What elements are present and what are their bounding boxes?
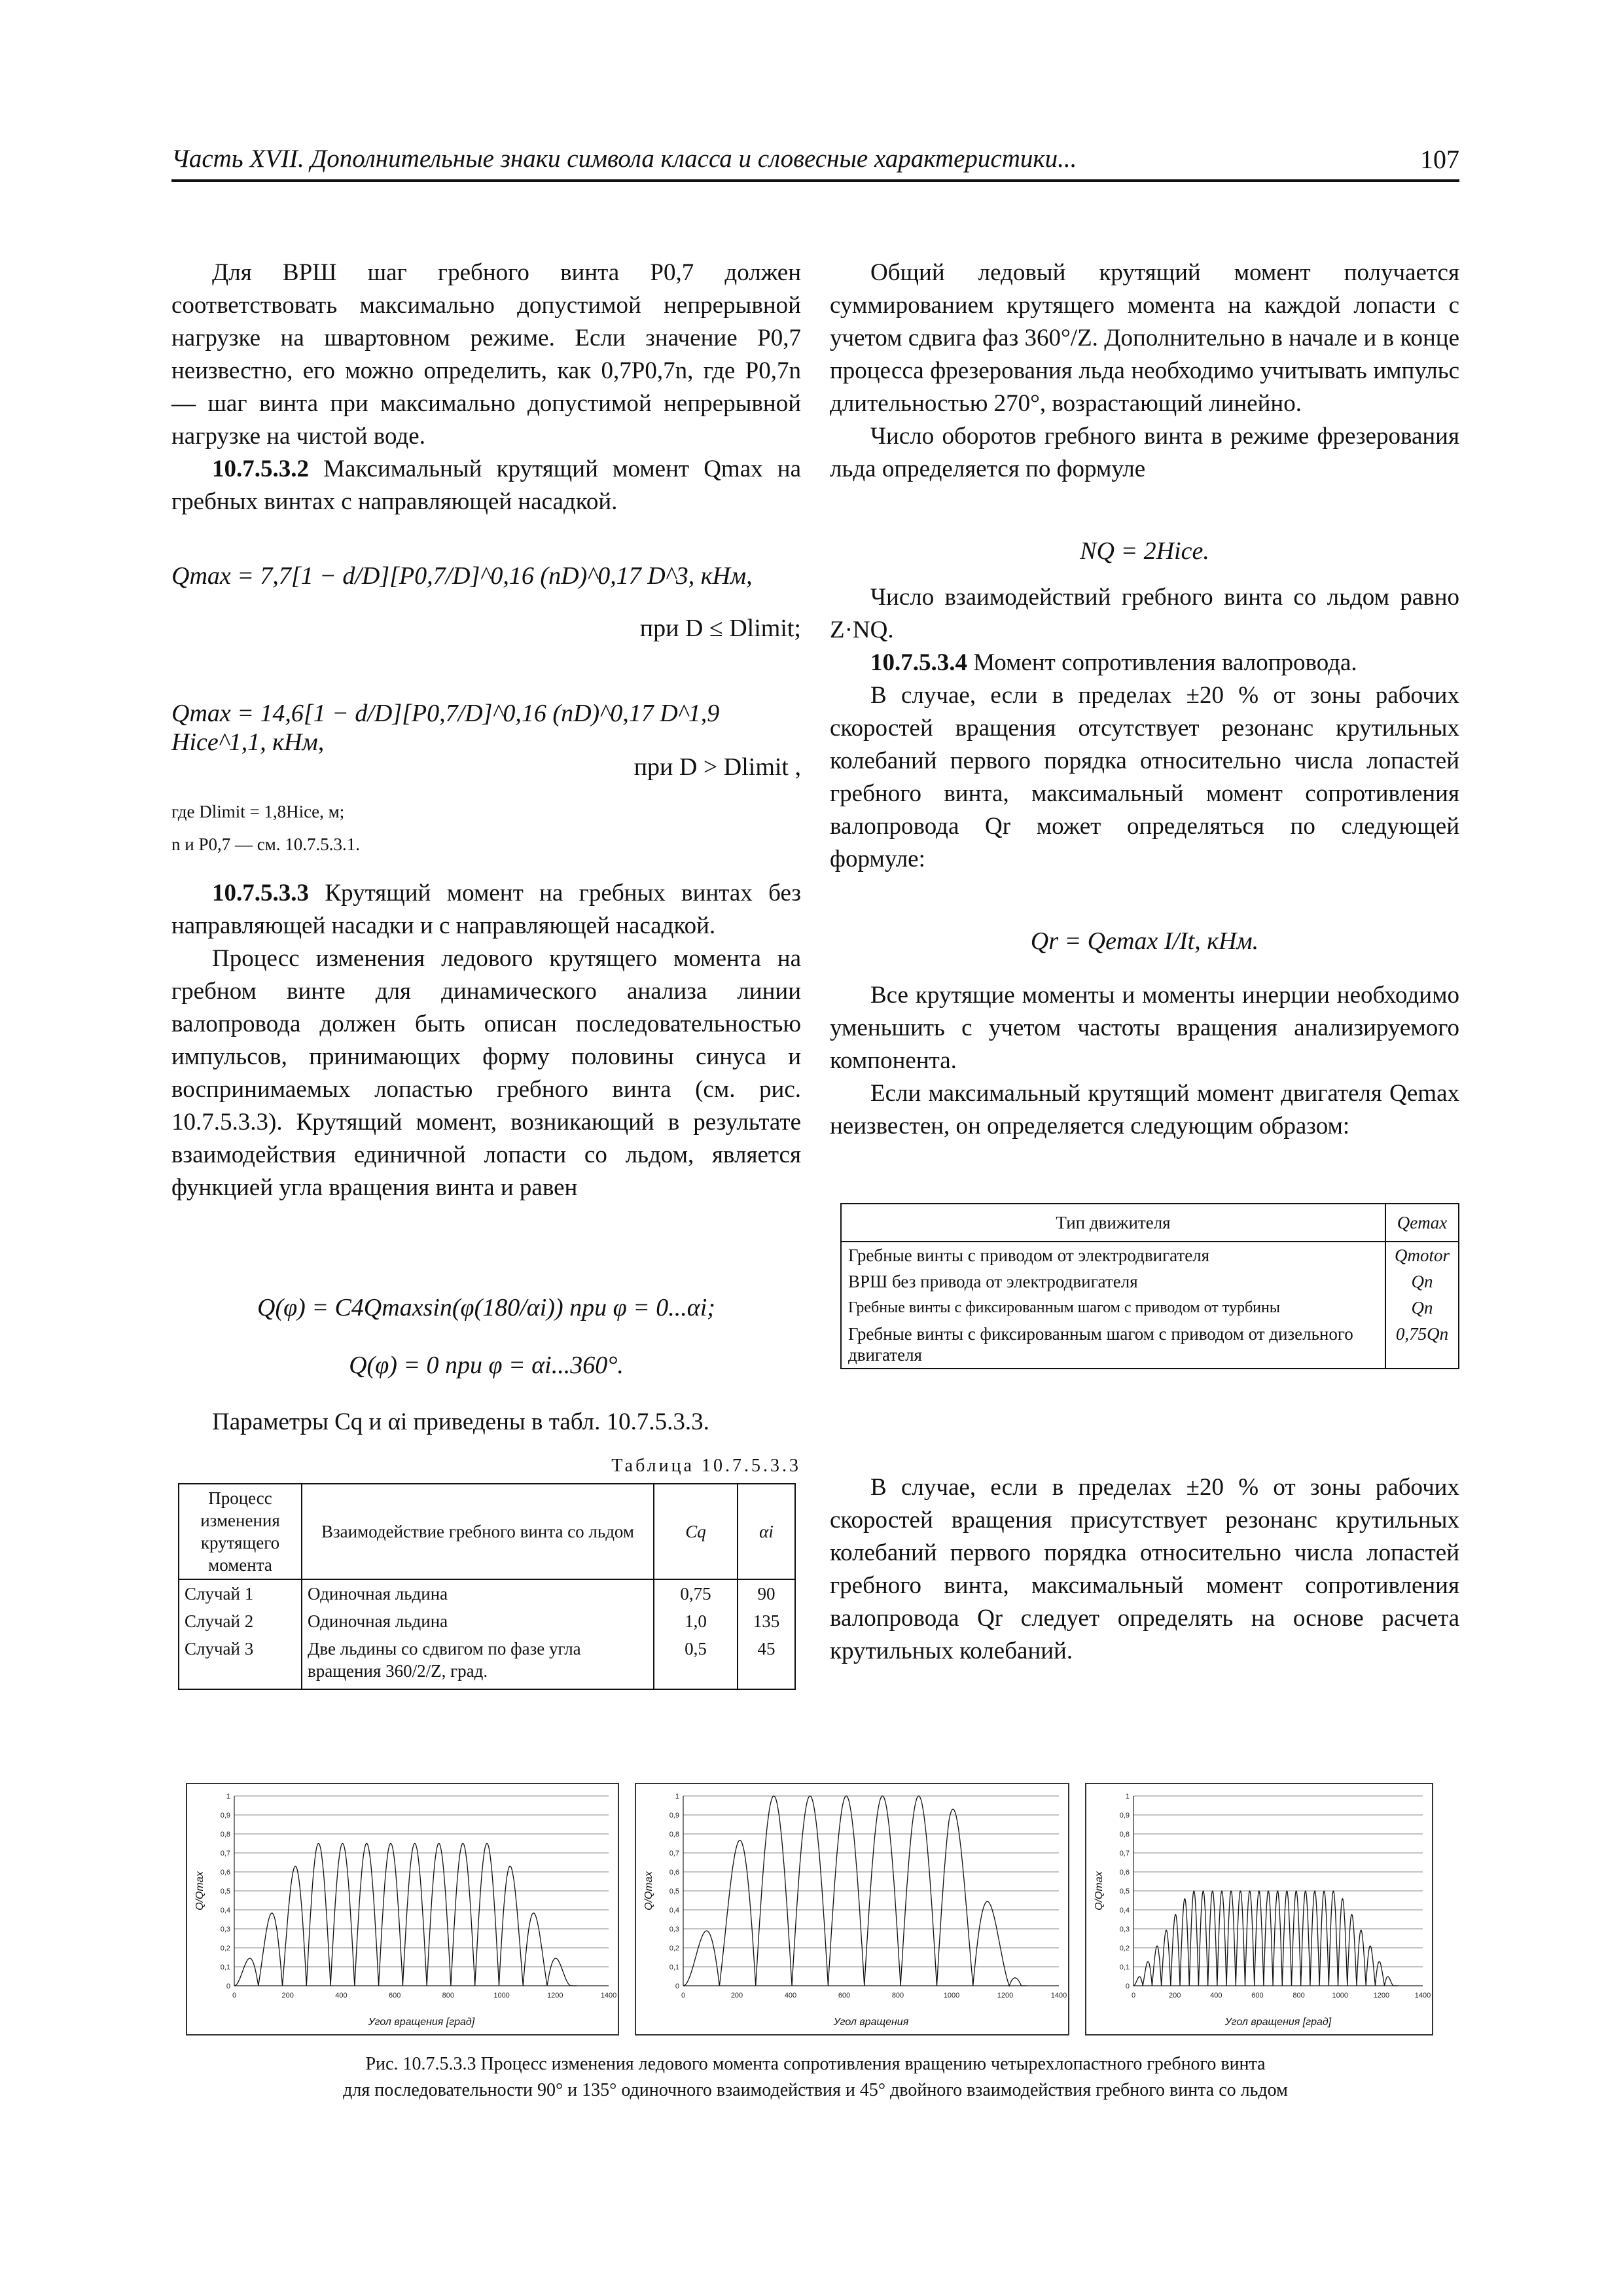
formula-q-phi-2: Q(φ) = 0 при φ = αi...360°.	[349, 1352, 624, 1379]
table-cell: Случай 2	[179, 1607, 302, 1635]
table-engine-torque	[840, 1203, 1459, 1369]
y-tick-label: 1	[226, 1793, 230, 1801]
page-header	[171, 143, 1459, 182]
page-number: 107	[1420, 145, 1459, 174]
table-cell: Случай 1	[179, 1579, 302, 1607]
x-tick-label: 0	[681, 1992, 686, 2000]
x-tick-label: 800	[891, 1992, 904, 2000]
y-tick-label: 0,3	[220, 1926, 230, 1933]
table-row	[841, 1268, 1459, 1295]
paragraph-resonance: В случае, если в пределах ±20 % от зоны рабочих скоростей вращения присутствует резонанс крутильных колебаний первого порядка относительно числа лопастей гребного винта, максимальный момент сопротивления валопровода Qr следует определять на основе расчета крутильных колебаний.	[830, 1474, 1459, 1664]
chart-svg	[187, 1784, 618, 2034]
formula-where-1: где Dlimit = 1,8Hice, м;	[171, 802, 345, 821]
table-caption: Таблица 10.7.5.3.3	[611, 1456, 801, 1476]
table-header-cell: Взаимодействие гребного винта со льдом	[302, 1484, 654, 1579]
paragraph: Для ВРШ шаг гребного винта P0,7 должен соответствовать максимально допустимой непрерывной нагрузке на швартовном режиме. Если значение P0,7 неизвестно, его можно определить, как 0,7P0,7n, где P0,7n — шаг винта при максимально допустимой непрерывной нагрузке на чистой воде.	[171, 259, 801, 450]
formula-where-2: n и P0,7 — см. 10.7.5.3.1.	[171, 834, 361, 854]
section-10-7-5-3-3	[171, 877, 801, 942]
x-tick-label: 1400	[1050, 1992, 1067, 2000]
table-header-cell: Тип движителя	[841, 1204, 1385, 1242]
x-tick-label: 0	[1131, 1992, 1136, 2000]
y-tick-label: 0,3	[669, 1926, 679, 1933]
series-line	[234, 1844, 577, 1986]
table-cell: 0,5	[654, 1635, 738, 1689]
x-tick-label: 600	[388, 1992, 401, 2000]
right-column	[830, 257, 1459, 486]
table-row	[841, 1321, 1459, 1369]
paragraph: Процесс изменения ледового крутящего момента на гребном винте для динамического анализа линии валопровода должен быть описан последовательностью импульсов, принимающих форму половины синуса и воспринимаемых лопастью гребного винта (см. рис. 10.7.5.3.3). Крутящий момент, возникающий в результате взаимодействия единичной лопасти со льдом, является функцией угла вращения винта и равен	[171, 945, 801, 1201]
running-title: Часть XVII. Дополнительные знаки символа класса и словесные характеристики...	[171, 145, 1077, 173]
y-tick-label: 0,5	[669, 1888, 679, 1895]
chart-svg	[636, 1784, 1068, 2034]
table-header-row	[841, 1204, 1459, 1242]
y-tick-label: 0,1	[669, 1964, 679, 1971]
x-tick-label: 200	[1168, 1992, 1181, 2000]
section-text: Момент сопротивления валопровода.	[967, 649, 1357, 676]
paragraph: Если максимальный крутящий момент двигателя Qemax неизвестен, он определяется следующим образом:	[830, 1080, 1459, 1139]
y-tick-label: 0,1	[220, 1964, 230, 1971]
x-tick-label: 600	[838, 1992, 851, 2000]
table-10-7-5-3-3	[178, 1483, 796, 1690]
y-tick-label: 1	[675, 1793, 679, 1801]
y-tick-label: 0,5	[220, 1888, 230, 1895]
x-tick-label: 800	[1293, 1992, 1305, 2000]
y-axis-label: Q/Qmax	[194, 1871, 205, 1910]
table-header-row	[179, 1484, 795, 1579]
x-axis-label: Угол вращения [град]	[1224, 2017, 1332, 2028]
x-tick-label: 1200	[997, 1992, 1014, 2000]
paragraph: Все крутящие моменты и моменты инерции необходимо уменьшить с учетом частоты вращения анализируемого компонента.	[830, 982, 1459, 1074]
y-tick-label: 0,3	[1119, 1926, 1130, 1933]
x-tick-label: 200	[281, 1992, 294, 2000]
right-column-lower	[830, 979, 1459, 1143]
table-cell: 0,75Qn	[1385, 1321, 1459, 1369]
table-cell: 90	[738, 1579, 795, 1607]
formula-condition-2: при D > Dlimit ,	[633, 753, 801, 781]
formula-qr: Qr = Qemax I/It, кНм.	[1030, 927, 1259, 955]
section-number: 10.7.5.3.4	[870, 649, 967, 676]
y-tick-label: 0,9	[1119, 1812, 1130, 1820]
y-tick-label: 0,8	[669, 1831, 679, 1839]
paragraph: В случае, если в пределах ±20 % от зоны рабочих скоростей вращения отсутствует резонанс крутильных колебаний первого порядка относительно числа лопастей гребного винта, максимальный момент сопротивления валопровода Qr может определяться по следующей формуле:	[830, 682, 1459, 872]
figure-caption-line: Рис. 10.7.5.3.3 Процесс изменения ледового момента сопротивления вращению четырехлопастного гребного винта	[365, 2054, 1266, 2074]
table-cell: 1,0	[654, 1607, 738, 1635]
x-tick-label: 400	[1210, 1992, 1222, 2000]
x-tick-label: 600	[1251, 1992, 1264, 2000]
y-tick-label: 0,9	[220, 1812, 230, 1820]
table-cell: Случай 3	[179, 1635, 302, 1689]
table-row	[841, 1242, 1459, 1268]
formula-qmax-2: Qmax = 14,6[1 − d/D][P0,7/D]^0,16 (nD)^0,17 D^1,9 Hice^1,1, кНм,	[171, 700, 720, 756]
y-tick-label: 0,2	[220, 1945, 230, 1952]
y-tick-label: 0,6	[220, 1869, 230, 1876]
formula-condition-1: при D ≤ Dlimit;	[639, 615, 801, 642]
table-row	[179, 1635, 795, 1689]
table-cell: Одиночная льдина	[302, 1607, 654, 1635]
x-tick-label: 1000	[943, 1992, 960, 2000]
table-cell: Qn	[1385, 1268, 1459, 1295]
y-tick-label: 0,2	[1119, 1945, 1130, 1952]
figure-caption	[171, 2051, 1459, 2104]
y-tick-label: 0,2	[669, 1945, 679, 1952]
y-tick-label: 0,4	[669, 1907, 679, 1914]
left-column-lower	[171, 877, 801, 1204]
chart-svg	[1086, 1784, 1432, 2034]
formula-nq: NQ = 2Hice.	[1080, 537, 1209, 565]
x-tick-label: 400	[784, 1992, 797, 2000]
section-10-7-5-3-2	[171, 453, 801, 518]
table-cell: 45	[738, 1635, 795, 1689]
table-cell: Qn	[1385, 1295, 1459, 1321]
left-column	[171, 257, 801, 518]
section-number: 10.7.5.3.2	[212, 456, 309, 482]
y-tick-label: 0,4	[220, 1907, 230, 1914]
x-tick-label: 1000	[493, 1992, 510, 2000]
y-tick-label: 0	[675, 1982, 679, 1990]
table-header-cell: Qemax	[1385, 1204, 1459, 1242]
y-tick-label: 0,7	[1119, 1850, 1130, 1857]
paragraph: Общий ледовый крутящий момент получается суммированием крутящего момента на каждой лопасти с учетом сдвига фаз 360°/Z. Дополнительно в начале и в конце процесса фрезерования льда необходимо учитывать импульс длительностью 270°, возрастающий линейно.	[830, 259, 1459, 417]
chart-case-90	[186, 1783, 619, 2036]
y-axis-label: Q/Qmax	[643, 1871, 654, 1910]
x-tick-label: 200	[730, 1992, 743, 2000]
y-tick-label: 0,7	[669, 1850, 679, 1857]
table-header-cell: Процесс изменения крутящего момента	[179, 1484, 302, 1579]
x-tick-label: 1400	[600, 1992, 617, 2000]
y-axis-label: Q/Qmax	[1094, 1871, 1105, 1910]
y-tick-label: 0,6	[669, 1869, 679, 1876]
x-tick-label: 1200	[1373, 1992, 1390, 2000]
table-row	[841, 1295, 1459, 1321]
paragraph-params: Параметры Cq и αi приведены в табл. 10.7.5.3.3.	[212, 1408, 709, 1435]
table-cell: Гребные винты с фиксированным шагом с приводом от дизельного двигателя	[841, 1321, 1385, 1369]
right-column-mid	[830, 581, 1459, 876]
table-row	[179, 1579, 795, 1607]
y-tick-label: 0,8	[1119, 1831, 1130, 1839]
paragraph: Число взаимодействий гребного винта со льдом равно Z·NQ.	[830, 584, 1459, 643]
y-tick-label: 0,9	[669, 1812, 679, 1820]
figure-caption-line: для последовательности 90° и 135° одиночного взаимодействия и 45° двойного взаимодействия гребного винта со льдом	[343, 2080, 1288, 2100]
section-text: Крутящий момент на гребных винтах без направляющей насадки и с направляющей насадкой.	[171, 880, 801, 939]
table-header-cell: Cq	[654, 1484, 738, 1579]
formula-qmax-1: Qmax = 7,7[1 − d/D][P0,7/D]^0,16 (nD)^0,17 D^3, кНм,	[171, 562, 753, 590]
table-header-cell: αi	[738, 1484, 795, 1579]
y-tick-label: 0,7	[220, 1850, 230, 1857]
series-line	[1133, 1891, 1398, 1986]
chart-case-135	[635, 1783, 1069, 2036]
y-tick-label: 0,1	[1119, 1964, 1130, 1971]
x-tick-label: 1400	[1414, 1992, 1431, 2000]
y-tick-label: 0,5	[1119, 1888, 1130, 1895]
section-number: 10.7.5.3.3	[212, 880, 309, 906]
table-cell: 0,75	[654, 1579, 738, 1607]
table-cell: Одиночная льдина	[302, 1579, 654, 1607]
y-tick-label: 0,4	[1119, 1907, 1130, 1914]
x-tick-label: 0	[232, 1992, 237, 2000]
formula-q-phi-1: Q(φ) = C4Qmaxsin(φ(180/αi)) при φ = 0...αi;	[257, 1294, 715, 1321]
table-cell: Гребные винты с фиксированным шагом с приводом от турбины	[841, 1295, 1385, 1321]
x-axis-label: Угол вращения [град]	[368, 2017, 475, 2028]
y-tick-label: 0	[226, 1982, 230, 1990]
chart-case-45	[1085, 1783, 1433, 2036]
y-tick-label: 1	[1125, 1793, 1130, 1801]
table-cell: Гребные винты с приводом от электродвигателя	[841, 1242, 1385, 1268]
y-tick-label: 0	[1125, 1982, 1130, 1990]
table-cell: ВРШ без привода от электродвигателя	[841, 1268, 1385, 1295]
table-cell: Две льдины со сдвигом по фазе угла вращения 360/2/Z, град.	[302, 1635, 654, 1689]
y-tick-label: 0,6	[1119, 1869, 1130, 1876]
y-tick-label: 0,8	[220, 1831, 230, 1839]
x-axis-label: Угол вращения	[833, 2017, 909, 2028]
x-tick-label: 800	[442, 1992, 455, 2000]
table-cell: Qmotor	[1385, 1242, 1459, 1268]
x-tick-label: 400	[335, 1992, 348, 2000]
x-tick-label: 1200	[547, 1992, 563, 2000]
table-cell: 135	[738, 1607, 795, 1635]
x-tick-label: 1000	[1332, 1992, 1348, 2000]
section-text: Максимальный крутящий момент Qmax на гребных винтах с направляющей насадкой.	[171, 456, 801, 515]
paragraph: Число оборотов гребного винта в режиме фрезерования льда определяется по формуле	[830, 423, 1459, 482]
table-row	[179, 1607, 795, 1635]
section-10-7-5-3-4	[830, 647, 1459, 679]
